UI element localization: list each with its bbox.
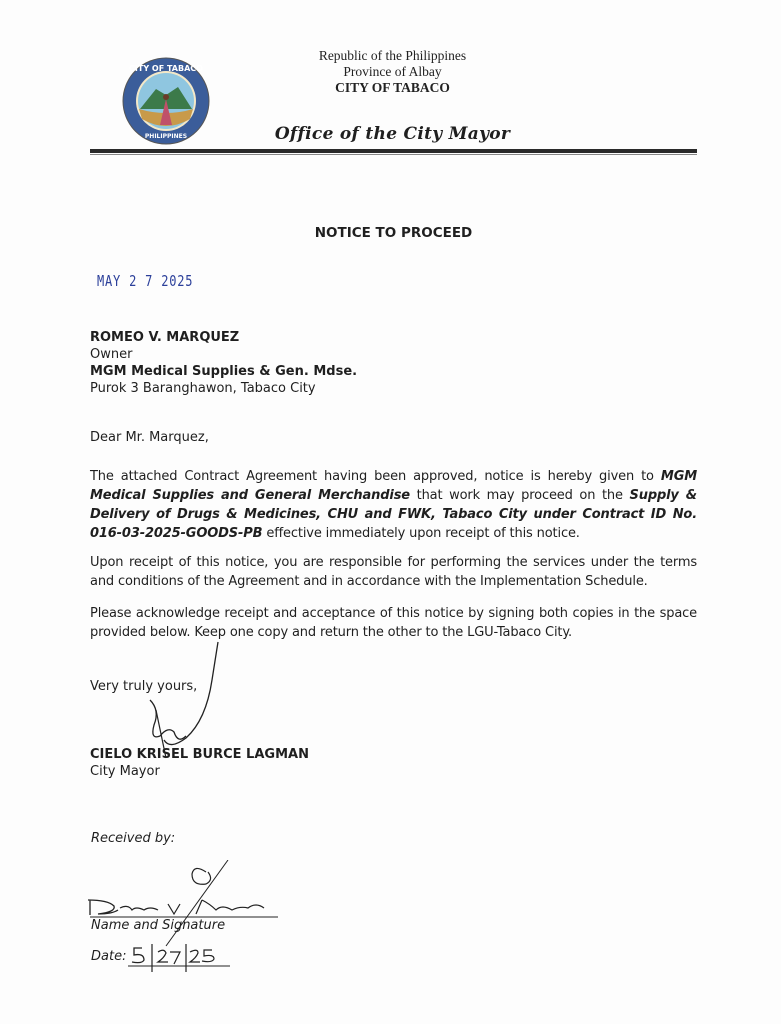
- header-divider-thin: [90, 154, 697, 155]
- paragraph-1-text: effective immediately upon receipt of this notice.: [262, 526, 580, 541]
- recipient-name: ROMEO V. MARQUEZ: [90, 330, 240, 345]
- header-divider: [90, 149, 697, 153]
- city-seal-logo: [122, 57, 210, 149]
- handwritten-date: [128, 940, 238, 984]
- signatory-title: City Mayor: [90, 764, 160, 779]
- paragraph-1: [90, 467, 697, 543]
- letterhead-republic: Republic of the Philippines: [318, 48, 467, 63]
- svg-text:CITY OF TABACO: CITY OF TABACO: [129, 64, 203, 73]
- recipient-address: Purok 3 Baranghawon, Tabaco City: [90, 381, 316, 396]
- recipient-position: Owner: [90, 347, 133, 362]
- signatory-name: CIELO KRISEL BURCE LAGMAN: [90, 747, 309, 762]
- paragraph-2: Upon receipt of this notice, you are responsible for performing the services under the terms and conditions of the Agreement and in accordance with the Implementation Schedule.: [90, 555, 697, 589]
- document-title: NOTICE TO PROCEED: [314, 225, 473, 241]
- date-label: Date:: [91, 949, 127, 964]
- paragraph-1-text: that work may proceed on the: [409, 488, 630, 503]
- date-stamp: MAY 2 7 2025: [97, 272, 194, 290]
- paragraph-3: Please acknowledge receipt and acceptance of this notice by signing both copies in the space provided below. Keep one copy and return the other to the LGU-Tabaco City.: [90, 606, 697, 640]
- recipient-company: MGM Medical Supplies & Gen. Mdse.: [90, 364, 358, 379]
- name-signature-label: Name and Signature: [91, 918, 226, 933]
- paragraph-1-text: The attached Contract Agreement having been approved, notice is hereby given to: [90, 469, 661, 484]
- closing: Very truly yours,: [90, 679, 198, 694]
- letterhead-city: CITY OF TABACO: [335, 80, 450, 95]
- salutation: Dear Mr. Marquez,: [90, 430, 209, 445]
- letterhead-office: Office of the City Mayor: [274, 124, 511, 144]
- svg-text:PHILIPPINES: PHILIPPINES: [144, 133, 188, 140]
- received-by-label: Received by:: [91, 831, 176, 846]
- contractor-name: MGM Medical Supplies and General Merchandise: [90, 469, 697, 503]
- project-contract: Supply & Delivery of Drugs & Medicines, CHU and FWK, Tabaco City under Contract ID No. 016-03-2025-GOODS-PB: [90, 488, 697, 541]
- letterhead-province: Province of Albay: [343, 64, 442, 79]
